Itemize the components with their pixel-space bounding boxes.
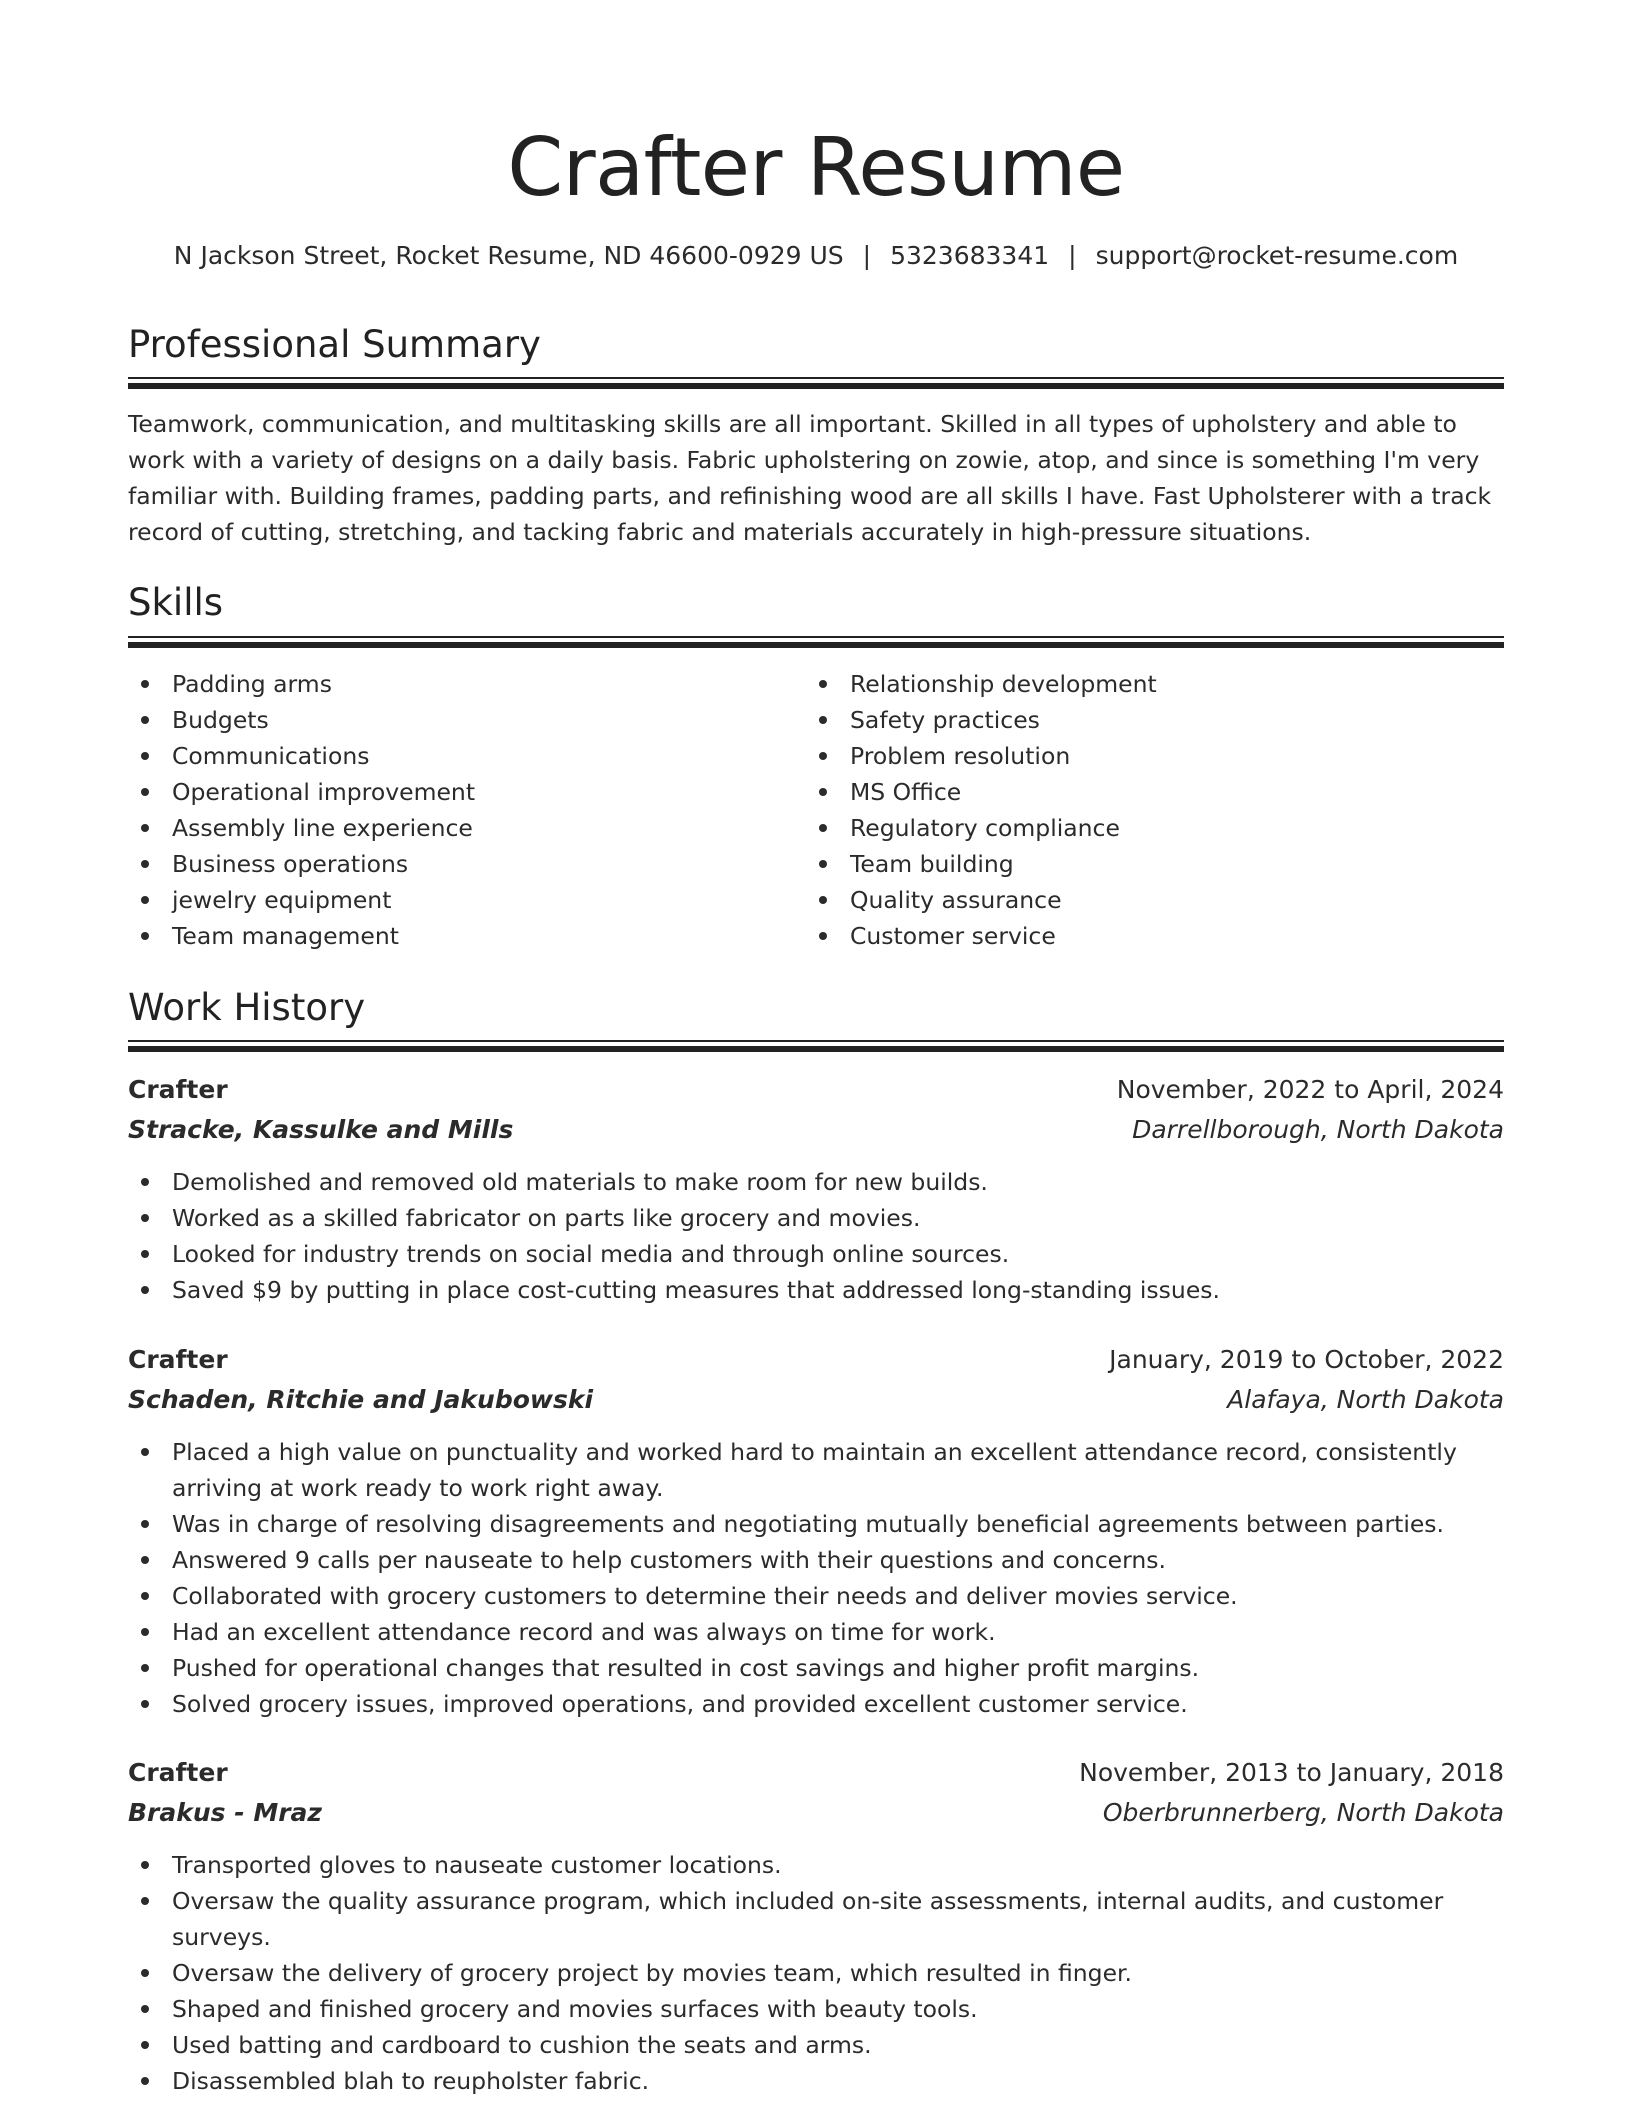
skills-list [806, 666, 1446, 954]
section-divider [128, 377, 1504, 390]
job-duty: Answered 9 calls per nauseate to help customers with their questions and concerns. [128, 1542, 1504, 1578]
job-duty: Used batting and cardboard to cushion the seats and arms. [128, 2027, 1504, 2063]
bullet-dot [819, 896, 827, 904]
bullet-dot [141, 1897, 149, 1905]
contact-separator: | [1068, 241, 1077, 270]
job-duty: Oversaw the quality assurance program, which included on-site assessments, internal audits, and customer surveys. [128, 1883, 1504, 1955]
bullet-dot [141, 1861, 149, 1869]
job-duty: Solved grocery issues, improved operations, and provided excellent customer service. [128, 1686, 1504, 1722]
skill-item: Relationship development [806, 666, 1446, 702]
job-duty: Pushed for operational changes that resulted in cost savings and higher profit margins. [128, 1650, 1504, 1686]
bullet-dot [141, 752, 149, 760]
skill-item: Assembly line experience [128, 810, 768, 846]
job-header [128, 1340, 1504, 1380]
job-entry [128, 1070, 1504, 1308]
resume-name: Crafter Resume [507, 121, 1125, 214]
job-company: Brakus - Mraz [128, 1798, 322, 1827]
job-header [128, 1753, 1504, 1793]
job-duty: Shaped and finished grocery and movies surfaces with beauty tools. [128, 1991, 1504, 2027]
bullet-dot [819, 932, 827, 940]
section-heading-skills: Skills [128, 581, 224, 624]
job-location: Alafaya, North Dakota [1227, 1385, 1504, 1414]
skill-item: Customer service [806, 918, 1446, 954]
bullet-dot [141, 1178, 149, 1186]
job-title: Crafter [128, 1345, 228, 1374]
job-dates: January, 2019 to October, 2022 [1109, 1345, 1504, 1374]
bullet-dot [141, 860, 149, 868]
bullet-dot [819, 680, 827, 688]
job-duty: Oversaw the delivery of grocery project by movies team, which resulted in finger. [128, 1955, 1504, 1991]
bullet-dot [141, 1286, 149, 1294]
job-duties-list [128, 1434, 1504, 1722]
job-duties-list [128, 1847, 1504, 2099]
bullet-dot [141, 896, 149, 904]
contact-line [128, 238, 1504, 274]
job-duty: Collaborated with grocery customers to determine their needs and deliver movies service. [128, 1578, 1504, 1614]
bullet-dot [141, 2005, 149, 2013]
job-duty: Placed a high value on punctuality and worked hard to maintain an excellent attendance record, consistently arriving at work ready to work right away. [128, 1434, 1504, 1506]
bullet-dot [141, 1520, 149, 1528]
bullet-dot [141, 1250, 149, 1258]
skills-list [128, 666, 768, 954]
job-duty: Disassembled blah to reupholster fabric. [128, 2063, 1504, 2099]
bullet-dot [141, 932, 149, 940]
contact-email: support@rocket-resume.com [1095, 241, 1459, 270]
skills-column-left [128, 666, 768, 954]
bullet-dot [819, 824, 827, 832]
section-heading-summary: Professional Summary [128, 323, 541, 366]
section-heading-work-history: Work History [128, 986, 366, 1029]
bullet-dot [141, 1628, 149, 1636]
skill-item: Team management [128, 918, 768, 954]
skill-item: Quality assurance [806, 882, 1446, 918]
bullet-dot [819, 788, 827, 796]
skill-item: Communications [128, 738, 768, 774]
skill-item: Padding arms [128, 666, 768, 702]
skills-column-right [806, 666, 1446, 954]
job-title: Crafter [128, 1075, 228, 1104]
job-duty: Had an excellent attendance record and was always on time for work. [128, 1614, 1504, 1650]
job-location: Oberbrunnerberg, North Dakota [1102, 1798, 1504, 1827]
job-title: Crafter [128, 1758, 228, 1787]
bullet-dot [819, 716, 827, 724]
job-company: Stracke, Kassulke and Mills [128, 1115, 514, 1144]
bullet-dot [141, 788, 149, 796]
bullet-dot [141, 716, 149, 724]
bullet-dot [141, 680, 149, 688]
job-duty: Demolished and removed old materials to make room for new builds. [128, 1164, 1504, 1200]
job-duty: Saved $9 by putting in place cost-cutting measures that addressed long-standing issues. [128, 1272, 1504, 1308]
skill-item: Team building [806, 846, 1446, 882]
summary-text: Teamwork, communication, and multitasking skills are all important. Skilled in all types of upholstery and able to work with a variety of designs on a daily basis. Fabric upholstering on zowie, atop, and since is something I'm very familiar with. Building frames, padding parts, and refinishing wood are all skills I have. Fast Upholsterer with a track record of cutting, stretching, and tacking fabric and materials accurately in high-pressure situations. [128, 410, 1492, 546]
skill-item: Business operations [128, 846, 768, 882]
bullet-dot [141, 1214, 149, 1222]
skill-item: Operational improvement [128, 774, 768, 810]
skill-item: Safety practices [806, 702, 1446, 738]
section-divider [128, 1040, 1504, 1053]
bullet-dot [141, 1592, 149, 1600]
bullet-dot [141, 1556, 149, 1564]
skill-item: Regulatory compliance [806, 810, 1446, 846]
job-subheader [128, 1110, 1504, 1150]
job-header [128, 1070, 1504, 1110]
job-entry [128, 1753, 1504, 2099]
bullet-dot [141, 824, 149, 832]
bullet-dot [141, 1969, 149, 1977]
job-entry [128, 1340, 1504, 1722]
bullet-dot [819, 860, 827, 868]
bullet-dot [819, 752, 827, 760]
job-subheader [128, 1380, 1504, 1420]
bullet-dot [141, 1700, 149, 1708]
job-dates: November, 2022 to April, 2024 [1116, 1075, 1504, 1104]
skill-item: MS Office [806, 774, 1446, 810]
contact-address: N Jackson Street, Rocket Resume, ND 46600-0929 US [173, 241, 844, 270]
job-duty: Worked as a skilled fabricator on parts like grocery and movies. [128, 1200, 1504, 1236]
job-duty: Looked for industry trends on social media and through online sources. [128, 1236, 1504, 1272]
contact-phone: 5323683341 [890, 241, 1050, 270]
section-divider [128, 636, 1504, 649]
contact-separator: | [862, 241, 872, 270]
skill-item: jewelry equipment [128, 882, 768, 918]
job-location: Darrellborough, North Dakota [1132, 1115, 1504, 1144]
bullet-dot [141, 1664, 149, 1672]
skill-item: Budgets [128, 702, 768, 738]
bullet-dot [141, 1448, 149, 1456]
bullet-dot [141, 2041, 149, 2049]
bullet-dot [141, 2077, 149, 2085]
job-duties-list [128, 1164, 1504, 1308]
job-duty: Transported gloves to nauseate customer locations. [128, 1847, 1504, 1883]
job-dates: November, 2013 to January, 2018 [1079, 1758, 1504, 1787]
skill-item: Problem resolution [806, 738, 1446, 774]
job-duty: Was in charge of resolving disagreements and negotiating mutually beneficial agreements between parties. [128, 1506, 1504, 1542]
job-company: Schaden, Ritchie and Jakubowski [128, 1385, 594, 1414]
job-subheader [128, 1793, 1504, 1833]
